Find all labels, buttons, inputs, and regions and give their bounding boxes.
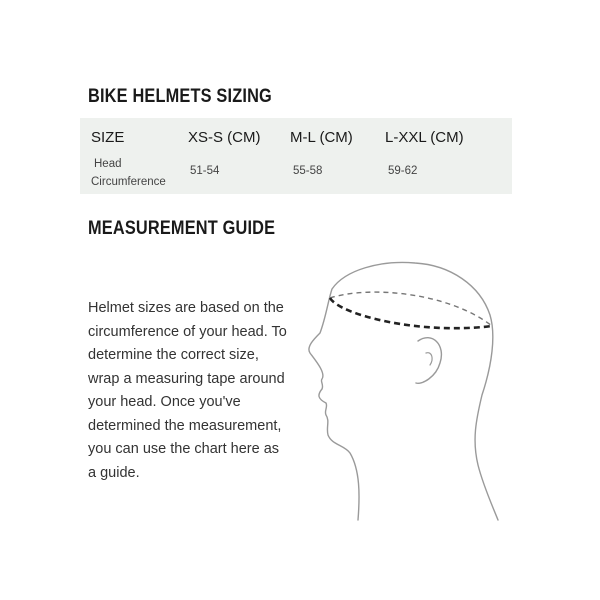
sizing-title: BIKE HELMETS SIZING xyxy=(88,86,272,107)
table-cell-m-l: 55-58 xyxy=(293,165,323,177)
table-cell-xs-s: 51-54 xyxy=(190,165,220,177)
tape-back xyxy=(330,292,492,326)
row-label-line2: Circumference xyxy=(91,176,166,188)
ear-inner xyxy=(426,353,432,365)
guide-title: MEASUREMENT GUIDE xyxy=(88,218,276,239)
table-row-label xyxy=(91,155,166,191)
row-label-line1: Head xyxy=(94,158,122,170)
table-header-l-xxl: L-XXL (CM) xyxy=(385,129,464,146)
table-header-xs-s: XS-S (CM) xyxy=(188,129,261,146)
ear-outline xyxy=(416,338,441,384)
head-profile-illustration xyxy=(300,255,520,530)
head-outline xyxy=(309,262,498,520)
tape-front xyxy=(330,298,492,328)
size-table xyxy=(80,118,512,194)
guide-text: Helmet sizes are based on the circumference of your head. To determine the correct size, wrap a measuring tape around your head. Once you've determined the measurement, you can use the chart here as a guide. xyxy=(88,300,287,481)
table-header-m-l: M-L (CM) xyxy=(290,129,353,146)
table-cell-l-xxl: 59-62 xyxy=(388,165,418,177)
table-header-size: SIZE xyxy=(91,129,125,146)
